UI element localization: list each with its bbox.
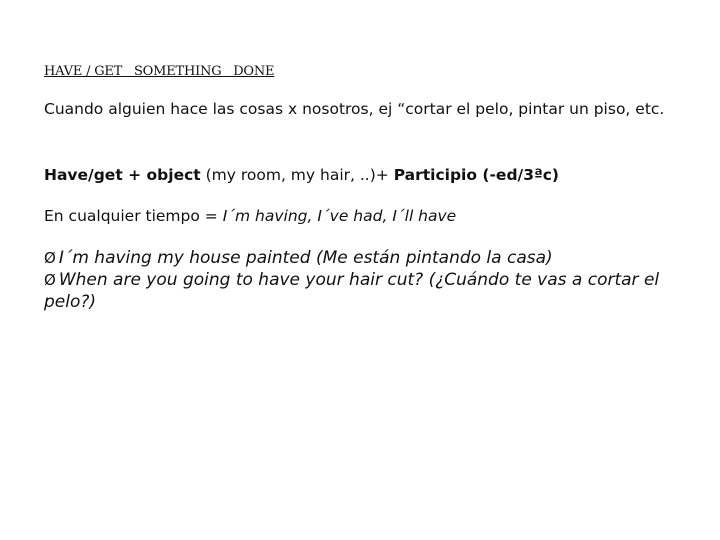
formula-object-examples: (my room, my hair, ..)+ [200, 166, 394, 184]
arrow-bullet-icon: Ø [44, 249, 56, 267]
example-text-2: When are you going to have your hair cut? (¿Cuándo te vas a cortar el pelo?) [44, 270, 660, 312]
page-title: HAVE / GET SOMETHING DONE [44, 64, 275, 79]
formula-structure: Have/get + object [44, 166, 201, 184]
example-item-1 [44, 247, 694, 269]
intro-paragraph: Cuando alguien hace las cosas x nosotros, ej “cortar el pelo, pintar un piso, etc. [44, 100, 665, 118]
tenses-examples: I´m having, I´ve had, I´ll have [222, 207, 457, 225]
example-text-1: I´m having my house painted (Me están pintando la casa) [58, 248, 553, 268]
tenses-line [44, 205, 456, 227]
tenses-lead: En cualquier tiempo = [44, 207, 223, 225]
example-item-2 [44, 269, 694, 313]
arrow-bullet-icon: Ø [44, 271, 56, 289]
formula-line [44, 164, 559, 186]
formula-participle: Participio (-ed/3ªc) [393, 166, 559, 184]
example-list [44, 247, 694, 313]
